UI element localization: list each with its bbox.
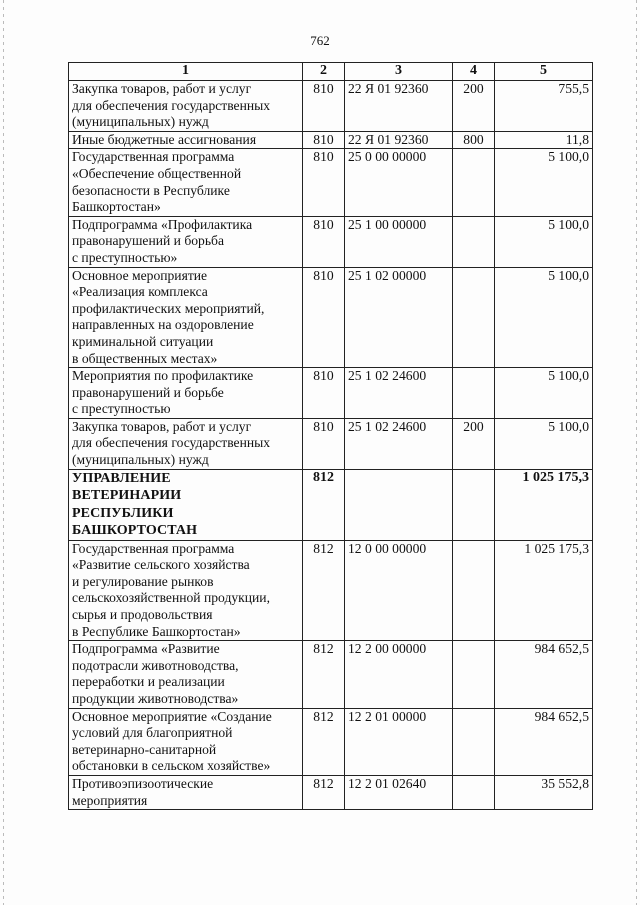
cell-amount: 5 100,0: [495, 418, 593, 469]
column-header-2: 2: [303, 63, 345, 81]
table-row: [69, 469, 593, 540]
cell-name: Мероприятия по профилактике правонарушений и борьбе с преступностью: [69, 368, 303, 419]
cell-department-code: 810: [303, 81, 345, 132]
table-row: [69, 216, 593, 267]
cell-amount: 984 652,5: [495, 641, 593, 708]
cell-name: Государственная программа «Развитие сельского хозяйства и регулирование рынков сельскохозяйственной продукции, сырья и продовольствия в Республике Башкортостан»: [69, 540, 303, 641]
cell-amount: 5 100,0: [495, 149, 593, 216]
column-header-4: 4: [453, 63, 495, 81]
cell-department-code: 810: [303, 149, 345, 216]
cell-amount: 984 652,5: [495, 708, 593, 775]
cell-amount: 11,8: [495, 131, 593, 149]
table-row: [69, 267, 593, 368]
cell-amount: 1 025 175,3: [495, 540, 593, 641]
page-number: 762: [310, 33, 330, 48]
cell-name: Противоэпизоотические мероприятия: [69, 775, 303, 809]
cell-target-article: 25 0 00 00000: [345, 149, 453, 216]
cell-expense-type: [453, 708, 495, 775]
cell-department-code: 812: [303, 775, 345, 809]
cell-amount: 755,5: [495, 81, 593, 132]
cell-target-article: 22 Я 01 92360: [345, 131, 453, 149]
cell-name: Закупка товаров, работ и услуг для обеспечения государственных (муниципальных) нужд: [69, 81, 303, 132]
cell-target-article: 25 1 02 00000: [345, 267, 453, 368]
cell-expense-type: 200: [453, 81, 495, 132]
cell-name: Государственная программа «Обеспечение общественной безопасности в Республике Башкортостан»: [69, 149, 303, 216]
cell-expense-type: [453, 469, 495, 540]
cell-expense-type: 200: [453, 418, 495, 469]
scan-edge-left: [3, 0, 4, 905]
budget-table: [68, 62, 593, 810]
cell-amount: 5 100,0: [495, 216, 593, 267]
cell-expense-type: [453, 775, 495, 809]
cell-department-code: 812: [303, 469, 345, 540]
cell-department-code: 812: [303, 708, 345, 775]
cell-expense-type: [453, 149, 495, 216]
cell-department-code: 812: [303, 641, 345, 708]
cell-expense-type: [453, 267, 495, 368]
table-header-row: [69, 63, 593, 81]
cell-target-article: 25 1 02 24600: [345, 368, 453, 419]
cell-name: Подпрограмма «Развитие подотрасли животноводства, переработки и реализации продукции животноводства»: [69, 641, 303, 708]
cell-expense-type: [453, 216, 495, 267]
cell-target-article: 12 2 01 02640: [345, 775, 453, 809]
cell-target-article: 25 1 00 00000: [345, 216, 453, 267]
cell-amount: 5 100,0: [495, 267, 593, 368]
table-row: [69, 81, 593, 132]
table-row: [69, 641, 593, 708]
cell-target-article: 12 2 00 00000: [345, 641, 453, 708]
cell-amount: 1 025 175,3: [495, 469, 593, 540]
table-row: [69, 131, 593, 149]
table-row: [69, 540, 593, 641]
cell-department-code: 810: [303, 216, 345, 267]
table-row: [69, 368, 593, 419]
table-row: [69, 708, 593, 775]
cell-department-code: 810: [303, 368, 345, 419]
table-row: [69, 775, 593, 809]
cell-department-code: 810: [303, 131, 345, 149]
column-header-3: 3: [345, 63, 453, 81]
cell-name: Основное мероприятие «Реализация комплекса профилактических мероприятий, направленных на оздоровление криминальной ситуации в общественных местах»: [69, 267, 303, 368]
cell-amount: 35 552,8: [495, 775, 593, 809]
cell-name: Иные бюджетные ассигнования: [69, 131, 303, 149]
cell-target-article: 12 2 01 00000: [345, 708, 453, 775]
cell-name: Подпрограмма «Профилактика правонарушений и борьба с преступностью»: [69, 216, 303, 267]
cell-expense-type: [453, 540, 495, 641]
table-row: [69, 149, 593, 216]
cell-name: Основное мероприятие «Создание условий для благоприятной ветеринарно-санитарной обстановки в сельском хозяйстве»: [69, 708, 303, 775]
cell-target-article: 25 1 02 24600: [345, 418, 453, 469]
cell-department-code: 812: [303, 540, 345, 641]
cell-target-article: 22 Я 01 92360: [345, 81, 453, 132]
cell-amount: 5 100,0: [495, 368, 593, 419]
column-header-1: 1: [69, 63, 303, 81]
scan-edge-right: [636, 0, 637, 905]
table-body: [69, 81, 593, 810]
cell-expense-type: [453, 641, 495, 708]
table-row: [69, 418, 593, 469]
cell-name: УПРАВЛЕНИЕ ВЕТЕРИНАРИИ РЕСПУБЛИКИ БАШКОРТОСТАН: [69, 469, 303, 540]
column-header-5: 5: [495, 63, 593, 81]
cell-target-article: [345, 469, 453, 540]
cell-expense-type: [453, 368, 495, 419]
cell-department-code: 810: [303, 418, 345, 469]
cell-expense-type: 800: [453, 131, 495, 149]
cell-target-article: 12 0 00 00000: [345, 540, 453, 641]
cell-department-code: 810: [303, 267, 345, 368]
cell-name: Закупка товаров, работ и услуг для обеспечения государственных (муниципальных) нужд: [69, 418, 303, 469]
